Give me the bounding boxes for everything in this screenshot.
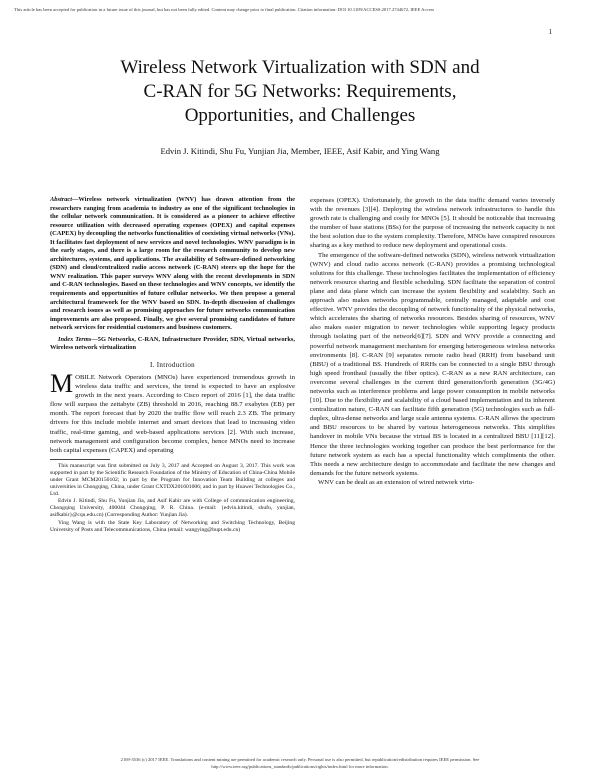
title-line-3: Opportunities, and Challenges (184, 105, 416, 126)
abstract (50, 196, 295, 333)
footnote-affiliation: Edvin J. Kitindi, Shu Fu, Yunjian Jia, and Asif Kabir are with College of communication engineering, Chongqing University, 400044 Chongqing, P. R. China. (e-mail: {edvin.kitindi, shufu, yunjian, asifkabir}@cqu.edu.cn) (Corresponding Author: Yunjian Jia). (50, 498, 295, 519)
drop-cap: M (50, 368, 74, 398)
index-terms-text: —5G Networks, C-RAN, Infrastructure Provider, SDN, Virtual networks, Wireless network virtualization (50, 335, 295, 352)
footer-line-1: 2169-3536 (c) 2017 IEEE. Translations and content mining are permitted for academic research only. Personal use is also permitted, but republication/redistribution requires IEEE permission. See (120, 757, 480, 762)
paper-title (40, 56, 560, 128)
intro-paragraph (50, 368, 295, 455)
right-column (310, 196, 555, 487)
index-terms-label: Index Terms (58, 335, 92, 343)
right-paragraph-2: The emergence of the software-defined networks (SDN), wireless network virtualization (WNV) and cloud radio access network (C-RAN) provides a promising technological solutions for this challenge. These technologies facilitates the implementation of efficiency network resource sharing and flexible scheduling. SDN facilitate the separation of control plane and data plane which can increase the system flexibility and scalability. Such an approach also makes networks programmable, centrally managed, adaptable and cost effective. WNV provides the decoupling of network functionality of the physical networks, which accelerates the sharing of networks resources. Besides sharing of resources, WNV also makes easier migration to newer technologies while supporting legacy products through isolating part of the network[6][7]. SDN and WNV provide a connecting and powerful network management mechanism for emerging heterogeneous wireless networks environments [8]. C-RAN [9] separates remote radio head (RRH) from baseband unit (BBU) of a traditional BS. Hundreds of RRHs can be connected to a single BBU through high speed fronthaul (usually the fiber optics). C-RAN as a new RAN architecture, can overcome several challenges in the current third generation/forth generation (3G/4G) networks such as interference problems and large power consumption in mobile networks [10]. Due to the flexibility and scalability of a cloud based implementation and its inherent centralization nature, C-RAN can facilitate fifth generation (5G) technologies such as full-duplex, ultra-dense networks and large scale antenna systems. C-RAN allows the spectrum and BBU resources to be shared by various heterogeneous networks. This simplifies handover in mobile VNs because the virtual BS is located in a centralized BBU [11][12]. Hence the three technologies working together can produce the best performance for the future network system as each has a special functionality which compliments the other. This needs a new architecture design to accommodate and facilitate the new changes and demands for the future network systems. (310, 251, 555, 477)
abstract-text: —Wireless network virtualization (WNV) has drawn attention from the researchers ranging from academia to industry as one of the significant technologies in the cellular network communication. It is considered as a pioneer to achieve effective resource utilization with decreased operating expenses (OPEX) and capital expenses (CAPEX) by decoupling the networks functionalities of coexisting virtual networks (VNs). It facilitates fast deployment of new services and novel technologies. WNV paradigm is in the early stages, and there is a large room for the research community to develop new architectures, systems, and applications. The availability of Software-defined networking (SDN) and cloud/centralized radio access network (C-RAN) steers up the hope for the WNV realization. This paper surveys WNV along with the recent developments in SDN and C-RAN technologies. Based on these technologies and WNV concepts, we identify the requirements and opportunities of future cellular networks. We then propose a general architectural framework for the WNV based on SDN. In-depth discussion of challenges and research issues as well as promising approaches for future networks communication improvements are also proposed. Finally, we give several promising candidates of future network services for residential customers and business customers. (50, 196, 295, 332)
footer-line-2: http://www.ieee.org/publications_standards/publications/rights/index.html for more information. (211, 763, 389, 769)
intro-text: OBILE Network Operators (MNOs) have experienced tremendous growth in wireless data traffic and services, the trend is expected to have an explosive growth in the next years. According to Cisco report of 2016 [1], the data traffic flow will surpass the zettabyte (ZB) threshold in 2016, reaching 88.7 exabytes (EB) per month. The report forecast that by 2020 the traffic flow will reach 2.3 ZB. The primary drivers for this include mobile internet and smart devices that lead to increasing video traffic, real-time gaming, and web-based applications services [2]. With such increase, network management and configuration become complex, hence MNOs need to increase both capital expenses (CAPEX) and operating (50, 373, 295, 454)
journal-notice: This article has been accepted for publication in a future issue of this journal, but has not been fully edited. Content may change prior to final publication. Citation information: DOI 10.1109/ACCESS.2017.2744672, IEEE Access (14, 7, 435, 12)
footnote-wang: Ying Wang is with the State Key Laboratory of Networking and Switching Technology, Beijing University of Posts and Telecommunications, China (email: wangying@bupt.edu.cn) (50, 519, 295, 533)
footnote-submission: This manuscript was first submitted on July 3, 2017 and Accepted on August 3, 2017. This work was supported in part by the Scientific Research Foundation of the Ministry of Education of China-China Mobile under Grant MCM20150102; in part by the Program for Innovation Team Building at colleges and universities in Chongqing, China, under Grant CXTDX201601006; and in part by Huawei Technologies Co., Ltd. (50, 462, 295, 498)
left-column (50, 196, 295, 534)
index-terms (50, 336, 295, 353)
right-paragraph-1: expenses (OPEX). Unfortunately, the growth in the data traffic demand varies inversely with the revenues [3][4]. Deploying the wireless network infrastructures to handle this growth rate is challenging and costly for MNOs [5]. It should be noticeable that increasing the number of base stations (BSs) for the purpose of increasing the network capacity is not the best solution due to the system complexity. Therefore, MNOs have conspired resources sharing as a key method to reduce new deployment and operational costs. (310, 197, 555, 250)
abstract-label: Abstract (50, 196, 73, 203)
title-line-2: C-RAN for 5G Networks: Requirements, (143, 81, 457, 102)
page-number: 1 (548, 28, 552, 36)
author-list: Edvin J. Kitindi, Shu Fu, Yunjian Jia, Member, IEEE, Asif Kabir, and Ying Wang (160, 146, 440, 156)
section-heading-introduction: I. Introduction (150, 360, 195, 369)
title-line-1: Wireless Network Virtualization with SDN and (120, 57, 480, 78)
right-paragraph-3: WNV can be dealt as an extension of wired network virtu- (318, 478, 475, 486)
page-footer (14, 757, 586, 770)
footnote-divider (50, 459, 110, 460)
